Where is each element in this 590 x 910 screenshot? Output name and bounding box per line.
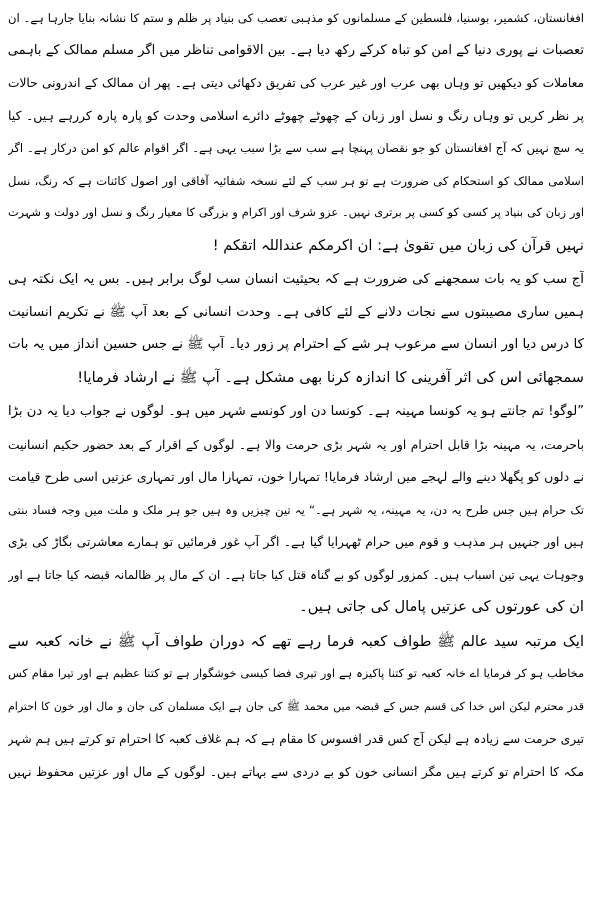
text-line: آج سب کو یہ بات سمجھنے کی ضرورت ہے کہ بحیثیت انسان سب لوگ برابر ہیں۔ بس یہ ایک نکتہ ہی	[8, 272, 584, 287]
text-line: قدر محترم لیکن اس خدا کی قسم جس کے قبضہ میں محمد ﷺ کی جان ہے ایک مسلمان کی جان و مال اور خون کا احترام	[8, 699, 584, 713]
text-line: ہیں اور جنہیں ہر مذہب و قوم میں حرام ٹھہرایا گیا ہے۔ اگر آپ غور فرمائیں تو ہمارے معاشرتی بگاڑ کی بڑی	[8, 535, 584, 549]
text-line: اور زبان کی بنیاد پر کسی کو کسی پر برتری نہیں۔ عزو شرف اور اکرام و بزرگی کا معیار رنگ و نسل اور دولت و شہرت	[8, 206, 584, 219]
text-line: تیری حرمت سے زیادہ ہے لیکن آج کس قدر افسوس کا مقام ہے کہ ہم غلاف کعبہ کا احترام تو کرتے ہیں ہم شہر	[8, 732, 584, 746]
text-line: تعصبات نے پوری دنیا کے امن کو تباہ کرکے رکھ دیا ہے۔ بین الاقوامی تناظر میں اگر مسلم ممالک کے باہمی	[8, 42, 584, 58]
text-line: یہ سچ نہیں کہ آج افغانستان کو جو نقصان پہنچا ہے سب سے بڑا سبب یہی ہے۔ اگر اقوام عالم کو امن درکار ہے۔ اگر	[8, 141, 584, 155]
text-line: افغانستان، کشمیر، بوسنیا، فلسطین کے مسلمانوں کو مذہبی تعصب کی بنیاد پر ظلم و ستم کا نشانہ بنایا جارہا ہے۔ ان	[8, 11, 584, 25]
text-line: کا درس دیا اور انسان سے مرعوب ہر شے کے احترام پر زور دیا۔ آپ ﷺ نے جس حسین انداز میں یہ بات	[8, 337, 584, 352]
text-line: سمجھائی اس کی اثر آفرینی کا اندازہ کرنا بھی مشکل ہے۔ آپ ﷺ نے ارشاد فرمایا!	[77, 368, 584, 386]
text-line: ان کی عورتوں کی عزتیں پامال کی جاتی ہیں۔	[299, 598, 584, 615]
paragraph-1	[8, 2, 584, 262]
text-line: مخاطب ہو کر فرمایا اے خانہ کعبہ تو کتنا پاکیزہ ہے اور تیری فضا کیسی خوشگوار ہے تو کتنا عظیم ہے اور تیرا مقام کس	[8, 667, 584, 680]
paragraph-2	[8, 264, 584, 394]
text-line: مکہ کا احترام تو کرتے ہیں مگر انسانی خون کو بے دردی سے بہاتے ہیں۔ لوگوں کے مال اور عزتیں محفوظ نہیں	[8, 764, 584, 779]
text-line: ”لوگو! تم جانتے ہو یہ کونسا مہینہ ہے۔ کونسا دن اور کونسے شہر میں ہو۔ لوگوں نے جواب دیا یہ دن بڑا	[8, 404, 584, 419]
text-line: اسلامی ممالک کو استحکام کی ضرورت ہے تو ہر سب کے لئے نسخہ شفائیہ آفاقی اور اصول کائنات ہے کہ رنگ، نسل	[8, 173, 584, 188]
text-line: پر نظر کریں تو وہاں رنگ و نسل اور زبان کے چھوٹے چھوٹے دائرے اسلامی وحدت کو پارہ پارہ کررہے ہیں۔ کیا	[8, 107, 584, 123]
text-line: وجوہات یہی تین اسباب ہیں۔ کمزور لوگوں کو بے گناہ قتل کیا جاتا ہے۔ ان کے مال پر ظالمانہ قبضہ کیا جاتا ہے اور	[8, 567, 584, 582]
text-line: ہمیں ساری مصیبتوں سے نجات دلانے کے لئے کافی ہے۔ وحدت انسانی کے بعد آپ ﷺ نے تکریم انسانیت	[8, 304, 584, 320]
paragraph-4	[8, 626, 584, 789]
text-line: معاملات کو دیکھیں تو وہاں بھی عرب اور غیر عرب کی تفریق دکھائی دیتی ہے۔ پھر ان ممالک کے اندرونی حالات	[8, 76, 584, 90]
text-line: نہیں قرآن کی زبان میں تقویٰ ہے: ان اکرمکم عنداللہ اتقکم !	[212, 236, 584, 254]
text-line: تک حرام ہیں جس طرح یہ دن، یہ مہینہ، یہ شہر ہے۔“ یہ تین چیزیں وہ ہیں جو ہر ملک و ملت میں وجہ فساد بنتی	[8, 502, 584, 517]
text-line: باحرمت، یہ مہینہ بڑا قابل احترام اور یہ شہر بڑی حرمت والا ہے۔ لوگوں کے اقرار کے بعد حضور حکیم انسانیت	[8, 437, 584, 452]
paragraph-3	[8, 396, 584, 624]
text-line: نے دلوں کو پگھلا دینے والے لہجے میں ارشاد فرمایا! تمہارا خون، تمہارا مال اور تمہاری عزتیں اسی طرح قیامت	[8, 469, 584, 484]
text-line: ایک مرتبہ سید عالم ﷺ طواف کعبہ فرما رہے تھے کہ دوران طواف آپ ﷺ نے خانہ کعبہ سے	[8, 632, 584, 650]
